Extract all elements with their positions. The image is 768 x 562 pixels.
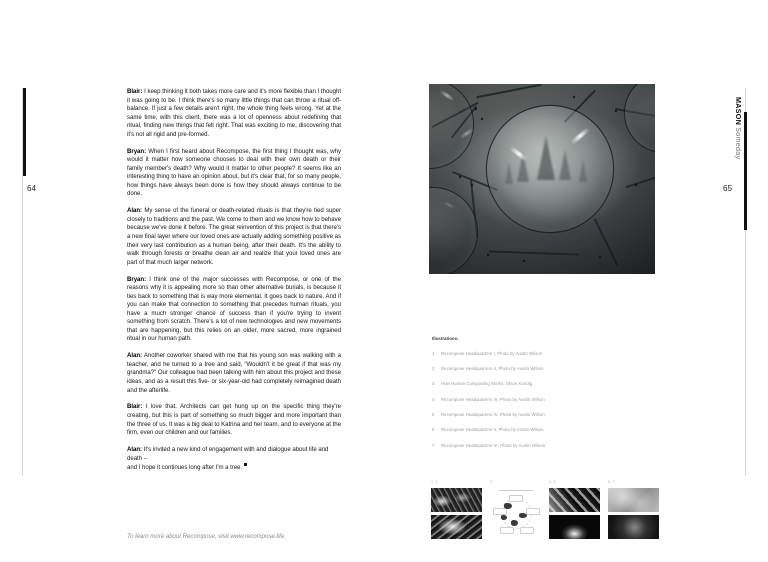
speaker-name: Bryan: — [127, 147, 147, 155]
paragraph-text: I love that. Architects can get hung up on the specific thing they're creating, but this is part of something so much bigger and more important than the three of us. It was a big deal to Katrina and her team, and to everyone at the firm, even our children and our families. — [127, 403, 341, 437]
vessel-fastener — [487, 254, 489, 256]
reflected-conifer — [559, 150, 571, 180]
diagram-soil-blob — [511, 520, 518, 526]
paragraph-text: My sense of the funeral or death-related rituals is that they're tied super closely to traditions and the past. We come to them and we know how to behave because we've done it before. The great reinvention of this project is that there's a new final layer where our loved ones are actually adding something positive as their very last contribution as a human being, after their death. It's the ability to walk through forests or breathe clean air and realize that your loved ones are part of that much larger network. — [127, 207, 341, 266]
illustration-caption: Recompose Headquarters I, Photo by Austin Wilson — [441, 350, 543, 356]
reflected-conifer — [579, 160, 587, 182]
speaker-name: Alan: — [127, 446, 143, 454]
speaker-name: Alan: — [127, 207, 143, 215]
illustration-credit-row — [432, 412, 658, 418]
thumbnail-group — [431, 480, 482, 543]
thumbnail-group-label: 1, 2 — [431, 480, 438, 484]
diagram-node — [509, 495, 523, 502]
illustration-number: 2 — [432, 365, 435, 371]
diagram-title-bar — [499, 490, 533, 492]
diagram-soil-blob — [501, 515, 507, 520]
hex-frame-line — [594, 218, 618, 265]
speaker-name: Alan: — [127, 352, 143, 360]
footnote-recompose-link: To learn more about Recompose, visit www.recompose.life. — [127, 533, 286, 540]
illustration-number: 1 — [432, 350, 435, 356]
thumbnail-diagram — [490, 488, 541, 540]
diagram-soil-blob — [504, 503, 512, 509]
illustration-credit-row — [432, 366, 658, 372]
thumbnail-group-label: 3 — [490, 480, 493, 484]
left-spine-bar — [23, 88, 26, 176]
illustration-caption: Recompose Headquarters V, Photo by Austin Wilson — [441, 427, 544, 433]
paragraph-text: It's invited a new kind of engagement with and dialogue about life and death – — [127, 446, 329, 462]
interview-paragraph — [127, 276, 341, 344]
thumbnail-image — [608, 488, 659, 512]
paragraph-text: Another coworker shared with me that his young son was walking with a teacher, and he turned to a tree and said, “Wouldn't it be great if that was my grandma?” Our colleague had been talking with him about this project and these ideas, and as a result this five- or six-year-old had completely reimagined death and the afterlife. — [127, 352, 341, 394]
paragraph-text: I keep thinking it both takes more care and it's more flexible than I thought it was going to be. I think there's so many little things that can throw a ritual off-balance. If just a few details aren't right, the whole thing feels wrong. Yet at the same time, with this client, there was a lot of openness about redefining that ritual, finding new things that felt right. That was exciting to me, discovering that it's not all rigid and pre-formed. — [127, 88, 341, 138]
thumbnail-image — [549, 488, 600, 512]
diagram-node — [500, 527, 514, 534]
diagram-soil-blob — [519, 513, 527, 518]
interview-paragraph — [127, 352, 341, 395]
right-spine-bar — [744, 112, 747, 230]
vessel-door-upper-right — [625, 84, 655, 152]
diagram-node — [526, 508, 540, 515]
illustration-credit-row — [432, 351, 658, 357]
thumbnail-group-label: 6, 7 — [608, 480, 615, 484]
illustration-caption: Recompose Headquarters II, Photo by Austin Wilson — [441, 365, 544, 371]
reflected-conifer — [505, 162, 513, 184]
speaker-name: Blair: — [127, 403, 143, 411]
vessel-fastener — [573, 96, 575, 98]
interview-paragraph — [127, 88, 341, 139]
thumbnail-image — [549, 515, 600, 539]
vessel-door-primary — [487, 106, 613, 232]
interview-paragraph — [127, 207, 341, 267]
thumbnail-group-label: 4, 5 — [549, 480, 556, 484]
vessel-door-lower-left — [429, 188, 477, 274]
paragraph-text: When I first heard about Recompose, the first thing I thought was, why would it matter how someone chooses to deal with their own death or their family member's death? Why would it matter to other people? It seems like an interesting thing to have an opinion about, but it's clear that, for so many people, how things have always been done is how they should always continue to be done. — [127, 147, 341, 198]
light-reflection-streak — [570, 127, 589, 144]
interview-paragraph-final — [127, 446, 341, 472]
thumbnail-group — [608, 480, 659, 543]
illustration-number: 3 — [432, 381, 435, 387]
photo-scene — [429, 84, 655, 274]
page-number-right: 65 — [723, 184, 733, 193]
interview-paragraph — [127, 403, 341, 437]
interview-paragraph — [127, 148, 341, 199]
speaker-name: Blair: — [127, 88, 143, 95]
vessel-fastener — [615, 110, 617, 112]
reflected-conifer — [537, 136, 555, 180]
vessel-fastener — [599, 256, 601, 258]
diagram-node — [493, 508, 507, 515]
diagram-content — [490, 488, 541, 540]
vessel-fastener — [481, 118, 483, 120]
illustration-caption: Recompose Headquarters VI, Photo by Austin Wilson — [441, 442, 546, 448]
illustration-number: 4 — [432, 396, 435, 402]
illustrations-credits — [432, 336, 658, 458]
paragraph-text: I think one of the major successes with Recompose, or one of the reasons why it is appealing more so than other alternative burials, is because it ties back to something that is way more elemental. It goes back to nature. And if you can make that connection to something that precedes human rituals, you have a much stronger chance of success than if you're trying to invent something from scratch. There's a lot of new technologies and new movements that are happening, but this relies on an older, more sacred, more ingrained ritual in our human path. — [127, 275, 341, 343]
illustration-credit-row — [432, 381, 658, 387]
vessel-fastener — [475, 108, 477, 110]
illustration-credit-row — [432, 397, 658, 403]
illustration-credit-row — [432, 443, 658, 449]
vessel-fastener — [635, 184, 637, 186]
vessel-fastener — [523, 260, 525, 262]
hex-frame-line — [489, 250, 579, 255]
running-head — [731, 97, 743, 177]
page-number-left: 64 — [27, 184, 37, 193]
thumbnail-group — [549, 480, 600, 543]
speaker-name: Bryan: — [127, 275, 147, 283]
closing-line: and I hope it continues long after I'm a tree. — [127, 463, 243, 471]
illustration-credit-row — [432, 427, 658, 433]
hero-photo-recompose-vessels — [429, 84, 655, 274]
hex-frame-line — [626, 174, 655, 188]
vessel-fastener — [459, 176, 461, 178]
running-head-brand: MASON — [734, 97, 743, 126]
hex-frame-line — [476, 84, 541, 98]
thumbnail-image — [431, 488, 482, 512]
vessel-fastener — [471, 184, 473, 186]
illustrations-heading: Illustrations: — [432, 336, 459, 341]
running-head-subtitle: Someday — [734, 127, 743, 160]
thumbnail-image — [431, 515, 482, 539]
illustration-caption: How Human Composting Works, Olson Kundig — [441, 381, 533, 387]
diagram-node — [520, 527, 534, 534]
illustration-number: 5 — [432, 412, 435, 418]
illustration-caption: Recompose Headquarters IV, Photo by Austin Wilson — [441, 412, 545, 418]
thumbnail-group — [490, 480, 541, 543]
thumbnail-image — [608, 515, 659, 539]
thumbnail-strip — [431, 480, 659, 543]
illustration-number: 7 — [432, 442, 435, 448]
interview-body-column — [127, 88, 341, 472]
illustration-caption: Recompose Headquarters III, Photo by Austin Wilson — [441, 396, 545, 402]
illustration-number: 6 — [432, 427, 435, 433]
end-of-article-mark — [244, 463, 247, 466]
